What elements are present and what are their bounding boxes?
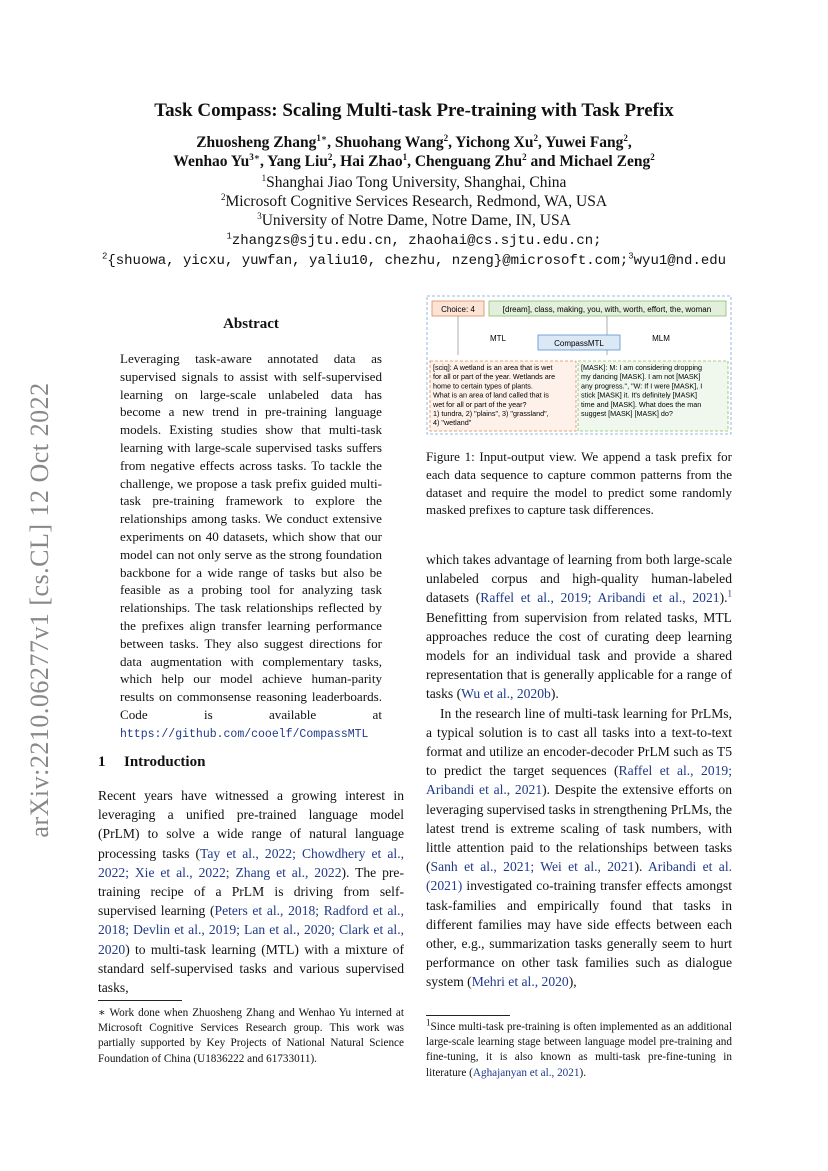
figure-1-caption: Figure 1: Input-output view. We append a task prefix for each data sequence to capture common patterns from the dataset and require the model to predict some randomly masked prefixes to capture task differences. xyxy=(426,449,732,518)
citation[interactable]: Wu et al., 2020b xyxy=(461,686,551,702)
affiliation-2: $^2$Microsoft Cognitive Services Research, Redmond, WA, USA xyxy=(220,191,608,210)
masked-label: [dream], class, making, you, with, worth, effort, the, woman xyxy=(502,305,712,314)
affiliation-3: $^3$University of Notre Dame, Notre Dame, IN, USA xyxy=(257,210,571,229)
figure-1-diagram xyxy=(426,295,732,435)
figure-text-line: [MASK]: M: I am considering dropping xyxy=(581,363,703,372)
footnote-work-done: ∗ Work done when Zhuosheng Zhang and Wenhao Yu interned at Microsoft Cognitive Services Research group. This work was partially supported by Key Projects of National Natural Science Foundation of China (U1836222 and 61733011). xyxy=(98,1007,404,1065)
arxiv-stamp: arXiv:2210.06277v1 [cs.CL] 12 Oct 2022 xyxy=(25,382,54,838)
figure-text-line: time and [MASK]. What does the man xyxy=(581,399,702,409)
intro-paragraph: Recent years have witnessed a growing interest in leveraging a unified pre-trained language model (PrLM) to solve a wide range of natural language processing tasks (Tay et al., 2022; Chowdhery et al., 2022; Xie et al., 2022; Zhang et al., 2022). The pre-training recipe of a PrLM is driving from self-supervised learning (Peters et al., 2018; Radford et al., 2018; Devlin et al., 2019; Lan et al., 2020; Clark et al., 2020) to multi-task learning (MTL) with a mixture of standard self-supervised tasks and various supervised tasks, xyxy=(98,788,404,996)
citation[interactable]: Aribandi et al. (2021) xyxy=(426,859,733,894)
figure-text-line: What is an area of land called that is xyxy=(433,390,549,400)
footnote-rule xyxy=(98,1000,182,1001)
center-label: CompassMTL xyxy=(554,339,604,348)
figure-text-line: wet for all or part of the year? xyxy=(433,399,527,409)
figure-text-line: [sciq]: A wetland is an area that is wet xyxy=(433,363,553,372)
mtl-label: MTL xyxy=(490,334,506,343)
choice-label: Choice: 4 xyxy=(441,305,475,314)
citation[interactable]: Mehri et al., 2020 xyxy=(471,974,569,990)
figure-text-line: home to certain types of plants. xyxy=(433,381,533,391)
left-input-text xyxy=(432,363,555,427)
email-line-1: $^1$zhangzs@sjtu.edu.cn, zhaohai@cs.sjtu.edu.cn; xyxy=(226,231,602,249)
footnote-rule xyxy=(426,1015,510,1016)
figure-text-line: stick [MASK] it. It's definitely [MASK] xyxy=(581,390,698,400)
figure-1 xyxy=(426,295,732,435)
figure-text-line: my dancing [MASK]. I am not [MASK] xyxy=(581,372,701,382)
abstract-body: Leveraging task-aware annotated data as supervised signals to assist with self-supervised learning on large-scale unlabeled data has become a new trend in pre-training language models. Existing studies show that multi-task learning with large-scale supervised tasks suffers from negative effects across tasks. To tackle the challenge, we propose a task prefix guided multi-task pre-training framework to explore the relationships among tasks. We conduct extensive experiments on 40 datasets, which show that our model can not only serve as the strong foundation backbone for a wide range of tasks but also be feasible as a probing tool for analyzing task relationships. The task relationships reflected by the prefixes align transfer learning performance between tasks. They also suggest directions for data augmentation with complementary tasks, which help our model achieve human-parity results on commonsense reasoning leaderboards. Code is available at https://github.com/cooelf/CompassMTL xyxy=(120,351,382,741)
figure-text-line: for all or part of the year. Wetlands are xyxy=(433,372,556,382)
figure-text-line: suggest [MASK] [MASK] do? xyxy=(581,409,673,418)
mlm-label: MLM xyxy=(652,334,670,343)
code-link[interactable]: https://github.com/cooelf/CompassMTL xyxy=(120,727,369,741)
author-line-2: Wenhao $Yu^{3∗}$, Yang Liu$^2$, Hai Zhao$^1$, Chenguang Zhu$^2$ and Michael Zeng$^2$ xyxy=(173,151,655,170)
footnote-marker[interactable]: 1 xyxy=(727,588,732,599)
citation[interactable]: Raffel et al., 2019; Aribandi et al., 2021 xyxy=(426,763,732,798)
citation[interactable]: Sanh et al., 2021; Wei et al., 2021 xyxy=(430,859,635,875)
right-column-body: which takes advantage of learning from both large-scale unlabeled corpus and high-quality human-labeled datasets (Raffel et al., 2019; Aribandi et al., 2021).$^1$ Benefitting from supervision from related tasks, MTL approaches reduce the cost of curating deep learning models for an individual task and provide a shared representation that is generally applicable for a range of tasks (Wu et al., 2020b). In the research line of multi-task learning for PrLMs, a typical solution is to cast all tasks into a text-to-text format and utilize an encoder-decoder PrLM such as T5 to predict the target sequences (Raffel et al., 2019; Aribandi et al., 2021). Despite the extensive efforts on leveraging supervised tasks in strengthening PrLMs, the latest trend is extreme scaling of task numbers, with little attention paid to the relationships between tasks (Sanh et al., 2021; Wei et al., 2021). Aribandi et al. (2021) investigated co-training transfer effects amongst task-families and empirically found that tasks in different families may have side effects between each other, e.g., summarization tasks generally seem to hurt performance on other task families such as dialogue system (Mehri et al., 2020), xyxy=(426,552,733,990)
citation[interactable]: Peters et al., 2018; Radford et al., 2018; Devlin et al., 2019; Lan et al., 2020; Clark et al., 2020 xyxy=(98,903,404,957)
citation[interactable]: Raffel et al., 2019; Aribandi et al., 2021 xyxy=(480,590,720,606)
section-heading-introduction: 1 Introduction xyxy=(98,754,206,770)
figure-text-line: any progress.", "W: If I were [MASK], I xyxy=(581,381,703,391)
citation[interactable]: Aghajanyan et al., 2021 xyxy=(472,1066,580,1079)
paper-title: Task Compass: Scaling Multi-task Pre-training with Task Prefix xyxy=(154,100,674,121)
email-line-2: $^2${shuowa, yicxu, yuwfan, yaliu10, chezhu, nzeng}@microsoft.com;$^3$wyu1@nd.edu xyxy=(101,251,727,269)
citation[interactable]: Tay et al., 2022; Chowdhery et al., 2022; Xie et al., 2022; Zhang et al., 2022 xyxy=(98,845,404,880)
abstract-heading: Abstract xyxy=(223,316,279,332)
author-line-1: Zhuosheng Zhang$^{1∗}$, Shuohang Wang$^2$, Yichong Xu$^2$, Yuwei Fang$^2$, xyxy=(196,132,632,151)
figure-text-line: 1) tundra, 2) "plains", 3) "grassland", xyxy=(433,409,549,418)
figure-text-line: 4) "wetland" xyxy=(433,418,472,428)
affiliation-1: $^1$Shanghai Jiao Tong University, Shanghai, China xyxy=(261,172,567,191)
footnote-1: $^1$Since multi-task pre-training is often implemented as an additional large-scale learning stage between language model pre-training and fine-tuning, it is also known as multi-task pre-fine-tuning in literature (Aghajanyan et al., 2021). xyxy=(426,1017,732,1079)
